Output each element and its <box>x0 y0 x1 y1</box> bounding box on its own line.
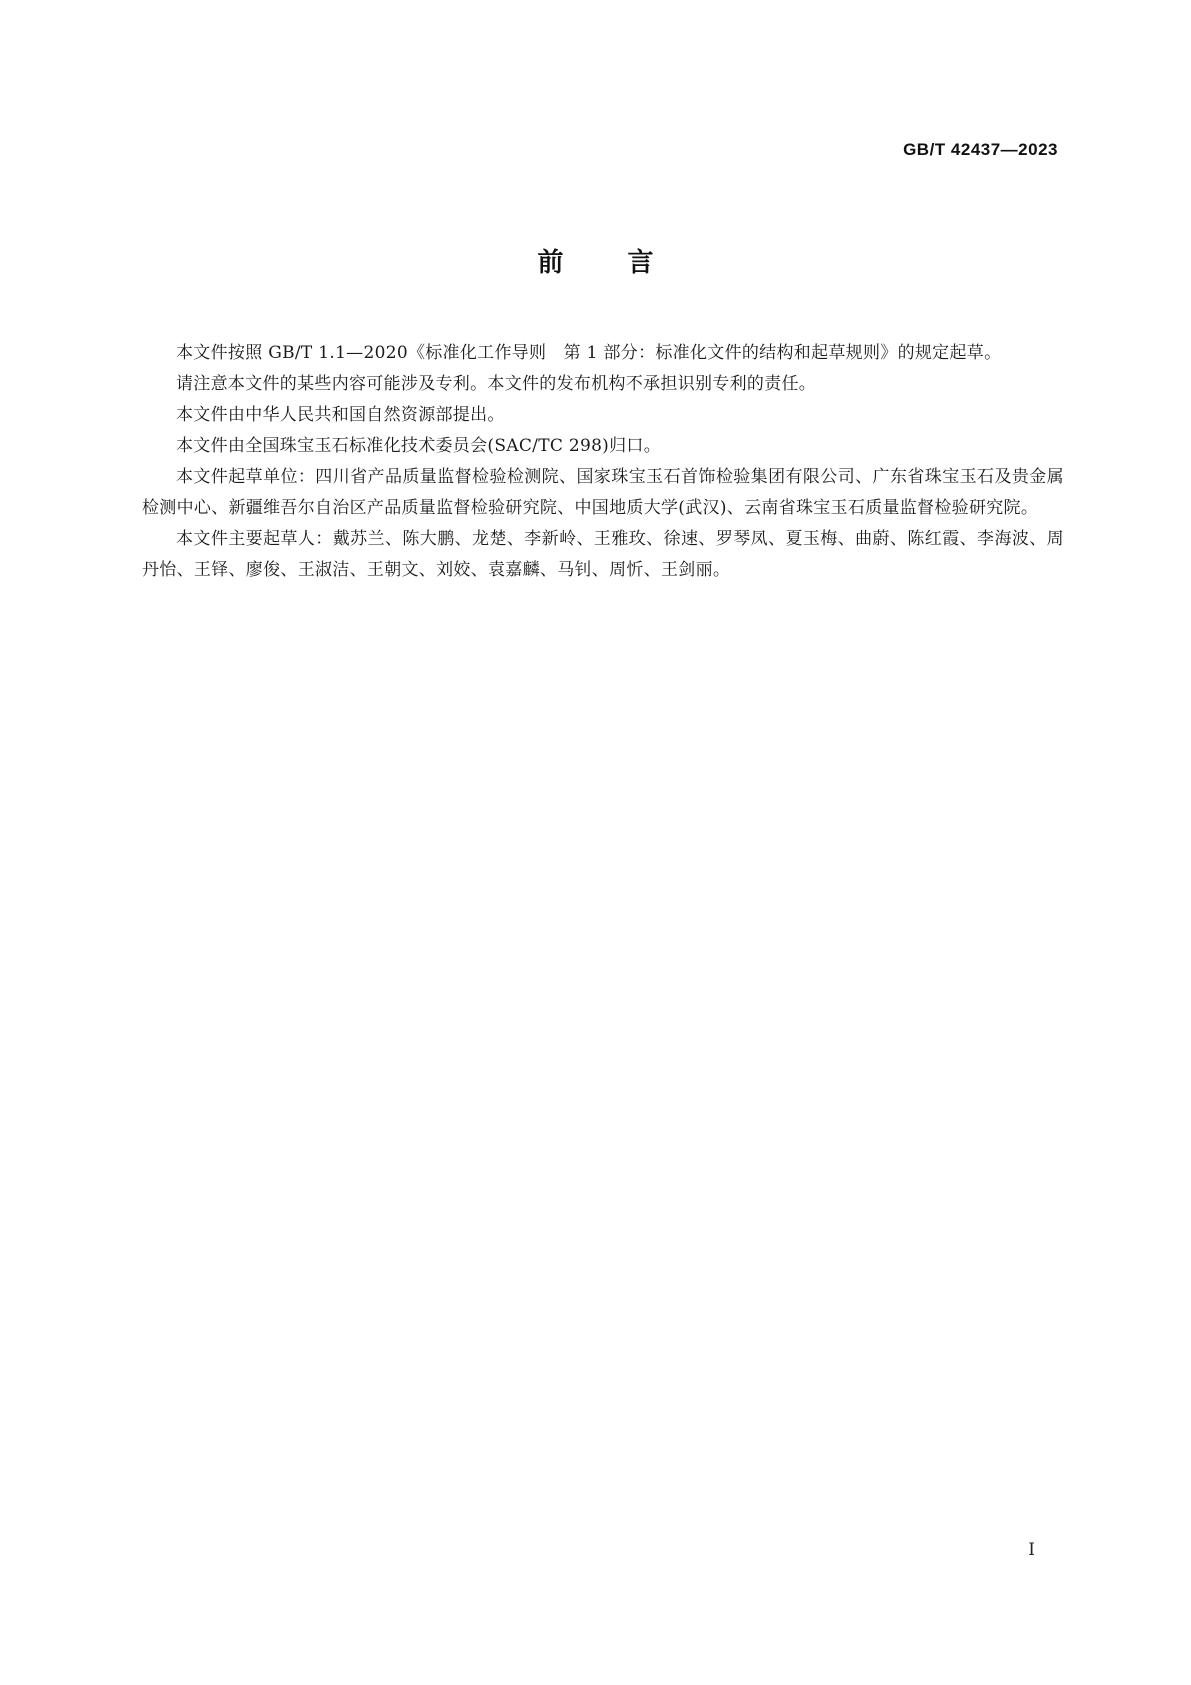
foreword-body <box>142 338 1064 586</box>
paragraph-drafting-rules: 本文件按照 GB/T 1.1—2020《标准化工作导则 第 1 部分：标准化文件的结构和起草规则》的规定起草。 <box>176 343 1002 363</box>
page-title: 前言 <box>537 248 718 278</box>
paragraph-proposer: 本文件由中华人民共和国自然资源部提出。 <box>176 405 505 425</box>
paragraph-patent-notice: 请注意本文件的某些内容可能涉及专利。本文件的发布机构不承担识别专利的责任。 <box>176 374 817 394</box>
page-number: I <box>1028 1540 1035 1560</box>
paragraph-drafters: 本文件主要起草人：戴苏兰、陈大鹏、龙楚、李新岭、王雅玫、徐速、罗琴凤、夏玉梅、曲蔚、陈红霞、李海波、周丹怡、王铎、廖俊、王淑洁、王朝文、刘姣、袁嘉麟、马钊、周忻、王剑丽。 <box>142 529 1064 580</box>
standard-code: GB/T 42437—2023 <box>903 140 1058 159</box>
paragraph-committee: 本文件由全国珠宝玉石标准化技术委员会(SAC/TC 298)归口。 <box>176 436 662 456</box>
paragraph-drafting-units: 本文件起草单位：四川省产品质量监督检验检测院、国家珠宝玉石首饰检验集团有限公司、广东省珠宝玉石及贵金属检测中心、新疆维吾尔自治区产品质量监督检验研究院、中国地质大学(武汉)、云南省珠宝玉石质量监督检验研究院。 <box>142 467 1064 518</box>
